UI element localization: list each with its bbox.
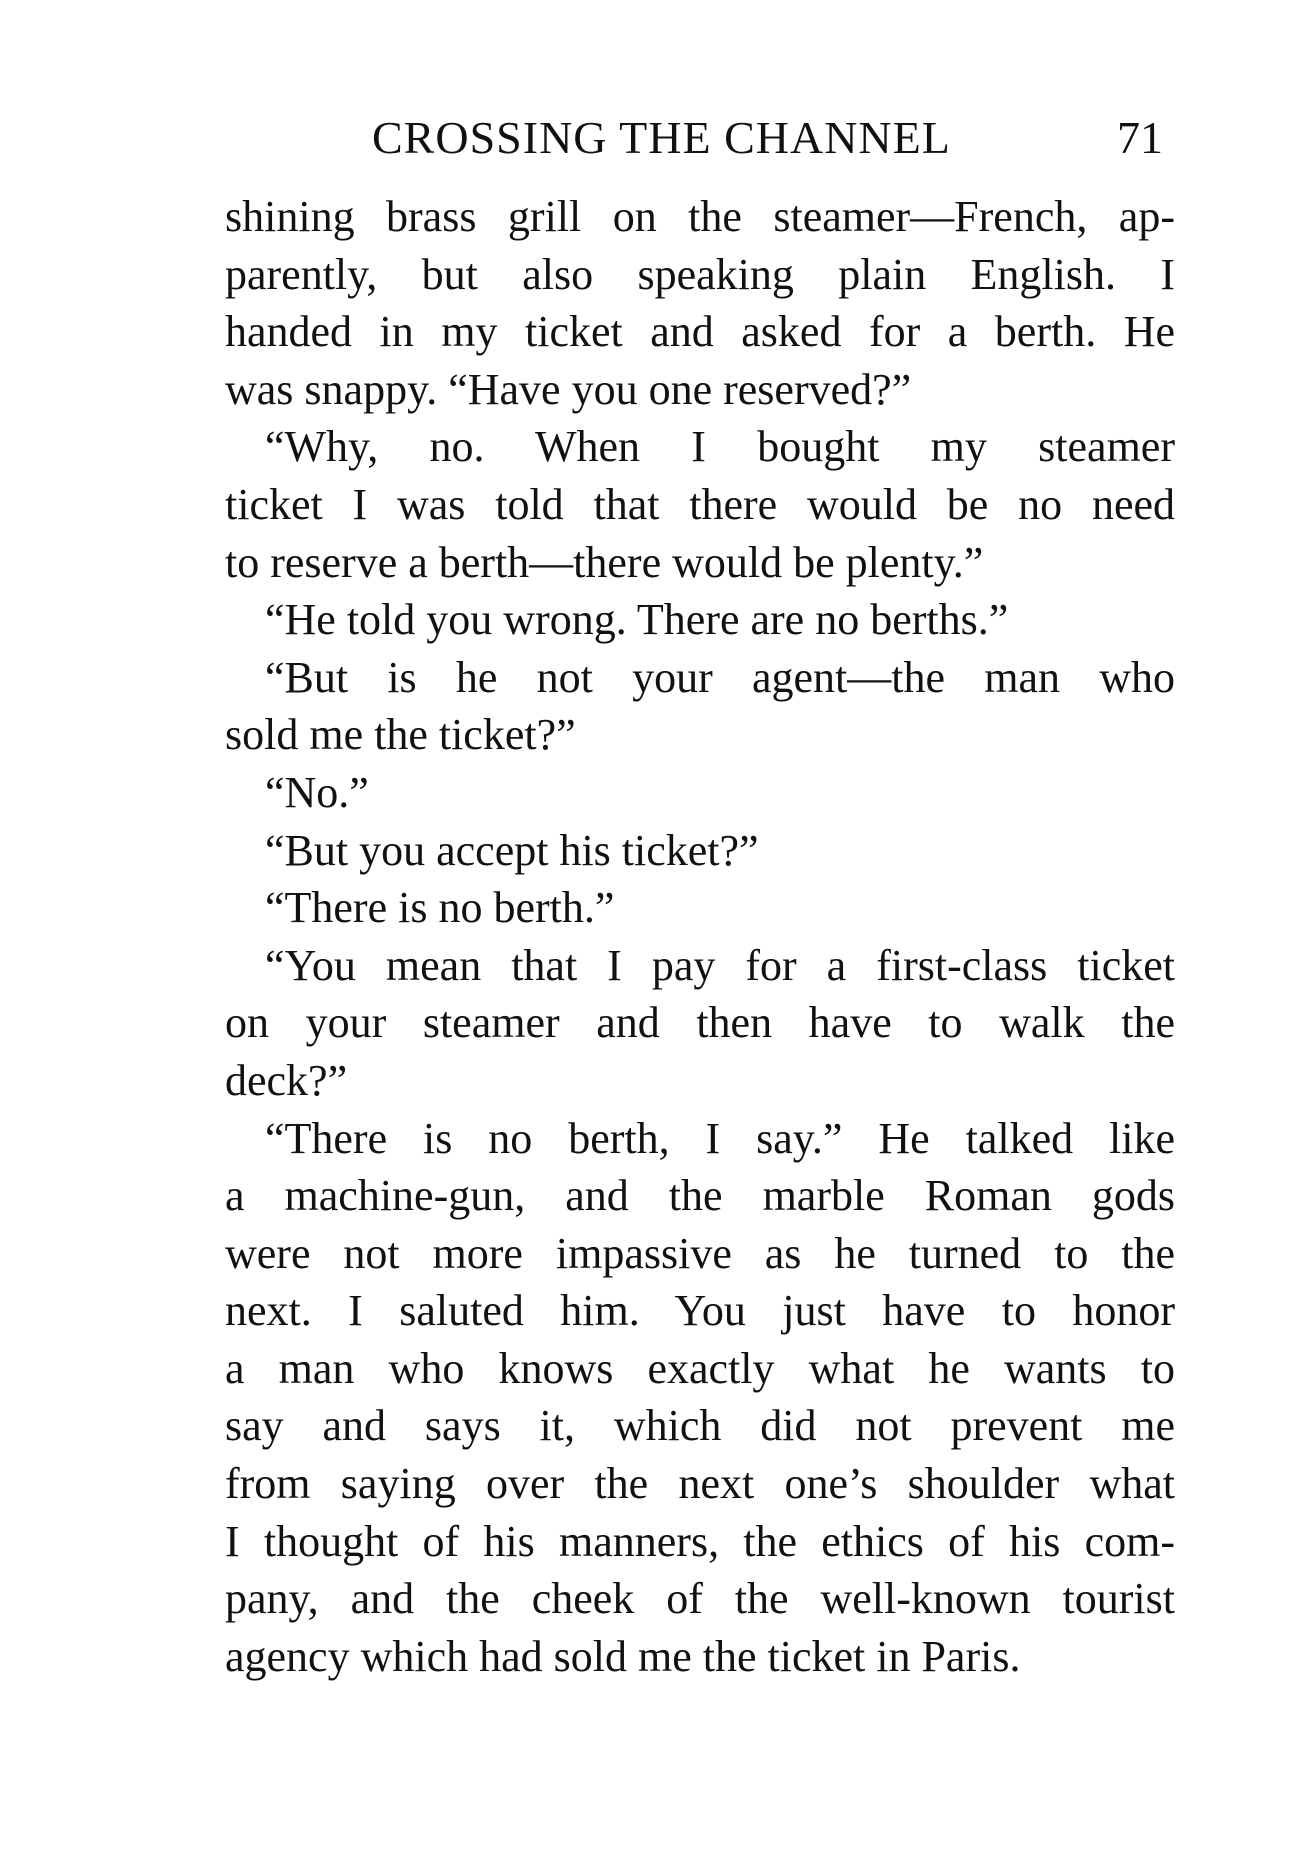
text-line: ticket I was told that there would be no need (225, 479, 1175, 529)
text-line: on your steamer and then have to walk the (225, 998, 1175, 1048)
text-line: sold me the ticket?” (225, 710, 576, 760)
text-line: I thought of his manners, the ethics of his com- (225, 1516, 1175, 1566)
text-line: a machine-gun, and the marble Roman gods (225, 1171, 1175, 1221)
text-line: “Why, no. When I bought my steamer (265, 422, 1175, 472)
body-text (225, 188, 1175, 1685)
text-line: was snappy. “Have you one reserved?” (225, 364, 912, 414)
text-line: “But you accept his ticket?” (265, 825, 759, 875)
text-line: from saying over the next one’s shoulder what (225, 1459, 1175, 1509)
text-line: agency which had sold me the ticket in Paris. (225, 1631, 1021, 1681)
text-line: parently, but also speaking plain English. I (225, 249, 1175, 299)
text-line: say and says it, which did not prevent me (225, 1401, 1175, 1451)
text-line: a man who knows exactly what he wants to (225, 1343, 1175, 1393)
text-line: “He told you wrong. There are no berths.” (265, 595, 1009, 645)
text-line: next. I saluted him. You just have to honor (225, 1286, 1175, 1336)
text-line: “There is no berth.” (265, 883, 615, 933)
text-line: to reserve a berth—there would be plenty.” (225, 537, 984, 587)
page-number: 71 (1117, 112, 1163, 163)
text-line: pany, and the cheek of the well-known tourist (225, 1574, 1175, 1624)
text-line: shining brass grill on the steamer—French, ap- (225, 192, 1175, 241)
text-line: deck?” (225, 1055, 348, 1105)
text-line: “You mean that I pay for a first-class ticket (265, 940, 1175, 990)
text-line: were not more impassive as he turned to the (225, 1228, 1175, 1278)
page-header (225, 108, 1175, 168)
text-line: “No.” (265, 767, 369, 817)
text-line: handed in my ticket and asked for a berth. He (225, 307, 1175, 357)
running-head: CROSSING THE CHANNEL (372, 112, 951, 163)
text-line: “But is he not your agent—the man who (265, 652, 1175, 702)
text-line: “There is no berth, I say.” He talked like (265, 1113, 1175, 1163)
